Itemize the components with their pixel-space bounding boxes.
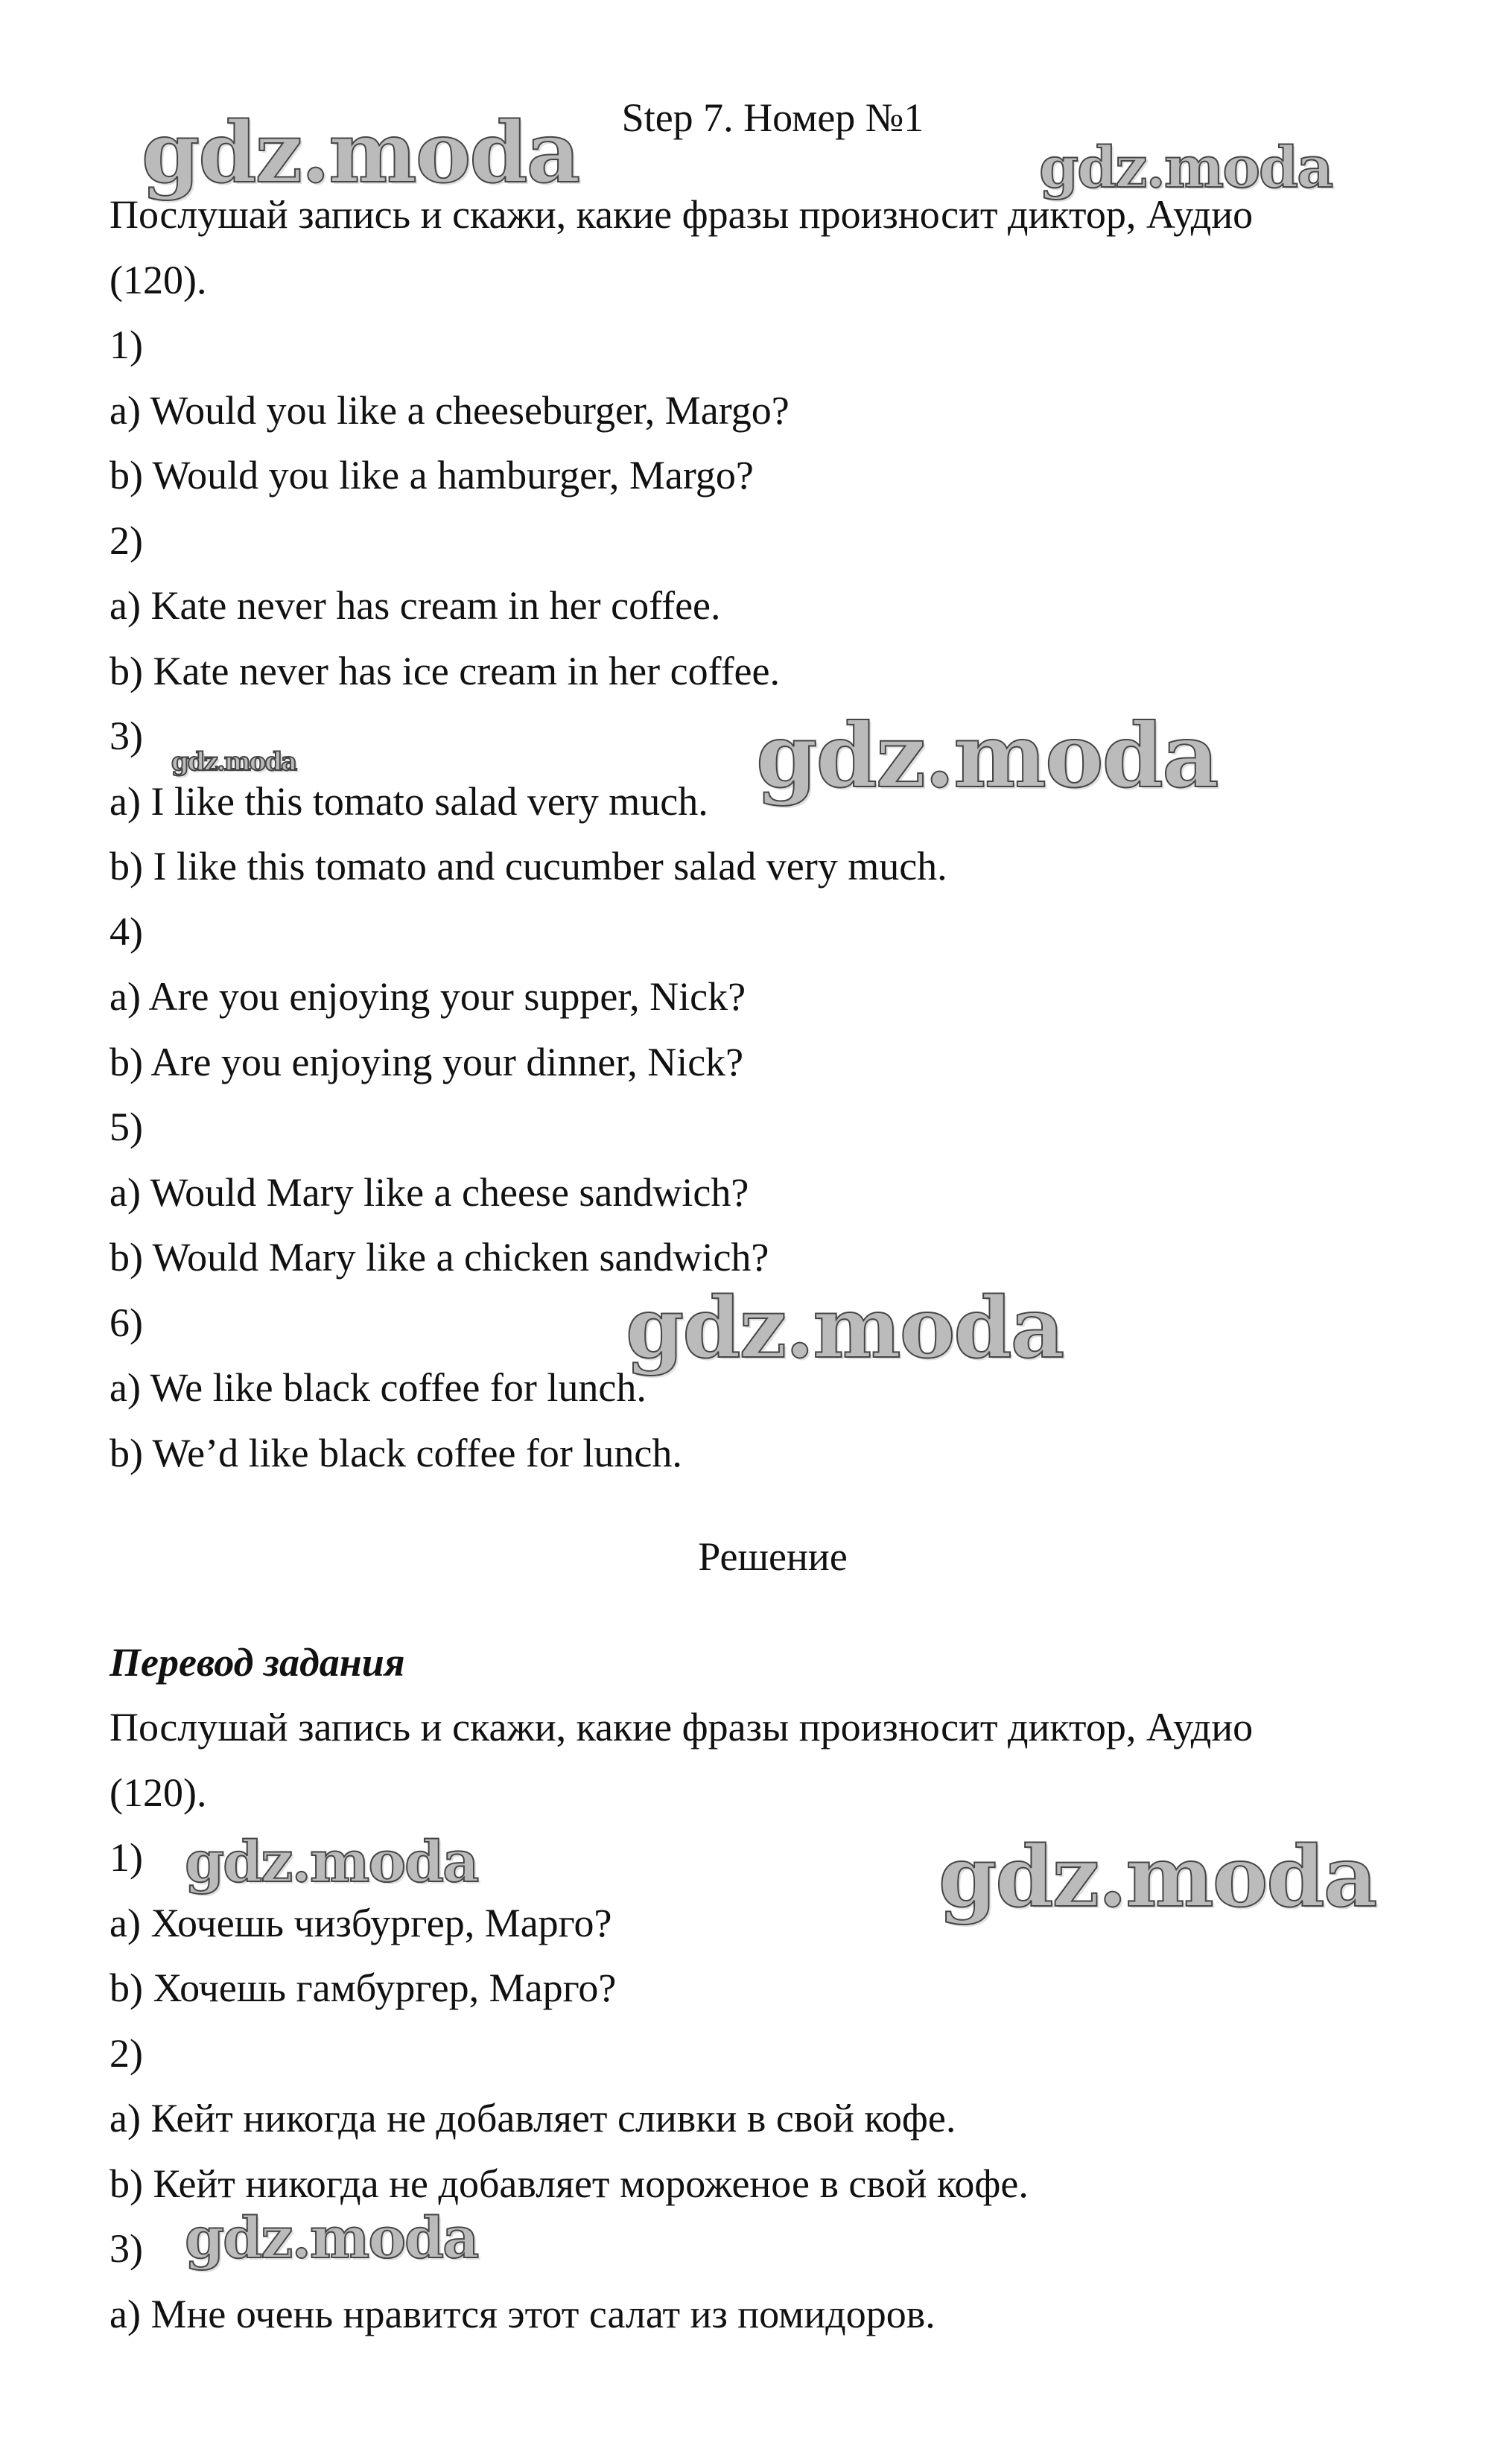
solution-option-b: b) Кейт никогда не добавляет мороженое в свой кофе.: [109, 2161, 1029, 2206]
solution-item-number: 3): [109, 2226, 143, 2271]
task-item-number: 3): [109, 714, 143, 758]
watermark-logo: gdz.moda: [171, 747, 296, 777]
translation-heading: Перевод задания: [109, 1640, 405, 1685]
task-option-a: a) Would you like a cheeseburger, Margo?: [109, 388, 790, 433]
task-instruction: Послушай запись и скажи, какие фразы произносит диктор, Аудио: [109, 192, 1254, 237]
task-option-b: b) Would you like a hamburger, Margo?: [109, 453, 754, 498]
task-option-a: a) Would Mary like a cheese sandwich?: [109, 1170, 749, 1215]
solution-instruction-cont: (120).: [109, 1770, 207, 1815]
solution-option-a: a) Хочешь чизбургер, Марго?: [109, 1901, 612, 1945]
task-option-a: a) Are you enjoying your supper, Nick?: [109, 974, 746, 1019]
watermark-logo: gdz.moda: [185, 2205, 478, 2271]
page-title: Step 7. Номер №1: [621, 95, 924, 140]
solution-option-b: b) Хочешь гамбургер, Марго?: [109, 1965, 617, 2010]
watermark-logo: gdz.moda: [185, 1828, 478, 1895]
task-item-number: 2): [109, 518, 143, 563]
task-option-a: a) I like this tomato salad very much.: [109, 779, 708, 824]
solution-heading: Решение: [698, 1534, 848, 1579]
watermark-logo: gdz.moda: [756, 704, 1218, 807]
task-option-b: b) We’d like black coffee for lunch.: [109, 1431, 682, 1475]
solution-option-a: a) Мне очень нравится этот салат из помидоров.: [109, 2292, 936, 2336]
task-item-number: 1): [109, 322, 143, 367]
task-option-b: b) I like this tomato and cucumber salad very much.: [109, 844, 947, 889]
task-item-number: 6): [109, 1300, 143, 1345]
task-option-b: b) Kate never has ice cream in her coffee.: [109, 649, 780, 693]
task-item-number: 5): [109, 1105, 143, 1149]
task-option-b: b) Would Mary like a chicken sandwich?: [109, 1235, 769, 1280]
task-option-a: a) We like black coffee for lunch.: [109, 1365, 647, 1410]
watermark-logo: gdz.moda: [142, 104, 579, 202]
solution-option-a: a) Кейт никогда не добавляет сливки в свой кофе.: [109, 2096, 956, 2141]
watermark-logo: gdz.moda: [1039, 134, 1332, 200]
task-option-a: a) Kate never has cream in her coffee.: [109, 583, 721, 628]
solution-item-number: 1): [109, 1835, 143, 1880]
solution-instruction: Послушай запись и скажи, какие фразы произносит диктор, Аудио: [109, 1705, 1254, 1749]
watermark-logo: gdz.moda: [938, 1828, 1376, 1926]
task-option-b: b) Are you enjoying your dinner, Nick?: [109, 1040, 744, 1084]
task-instruction-cont: (120).: [109, 258, 207, 302]
watermark-logo: gdz.moda: [626, 1280, 1064, 1377]
solution-item-number: 2): [109, 2031, 143, 2076]
task-item-number: 4): [109, 909, 143, 954]
